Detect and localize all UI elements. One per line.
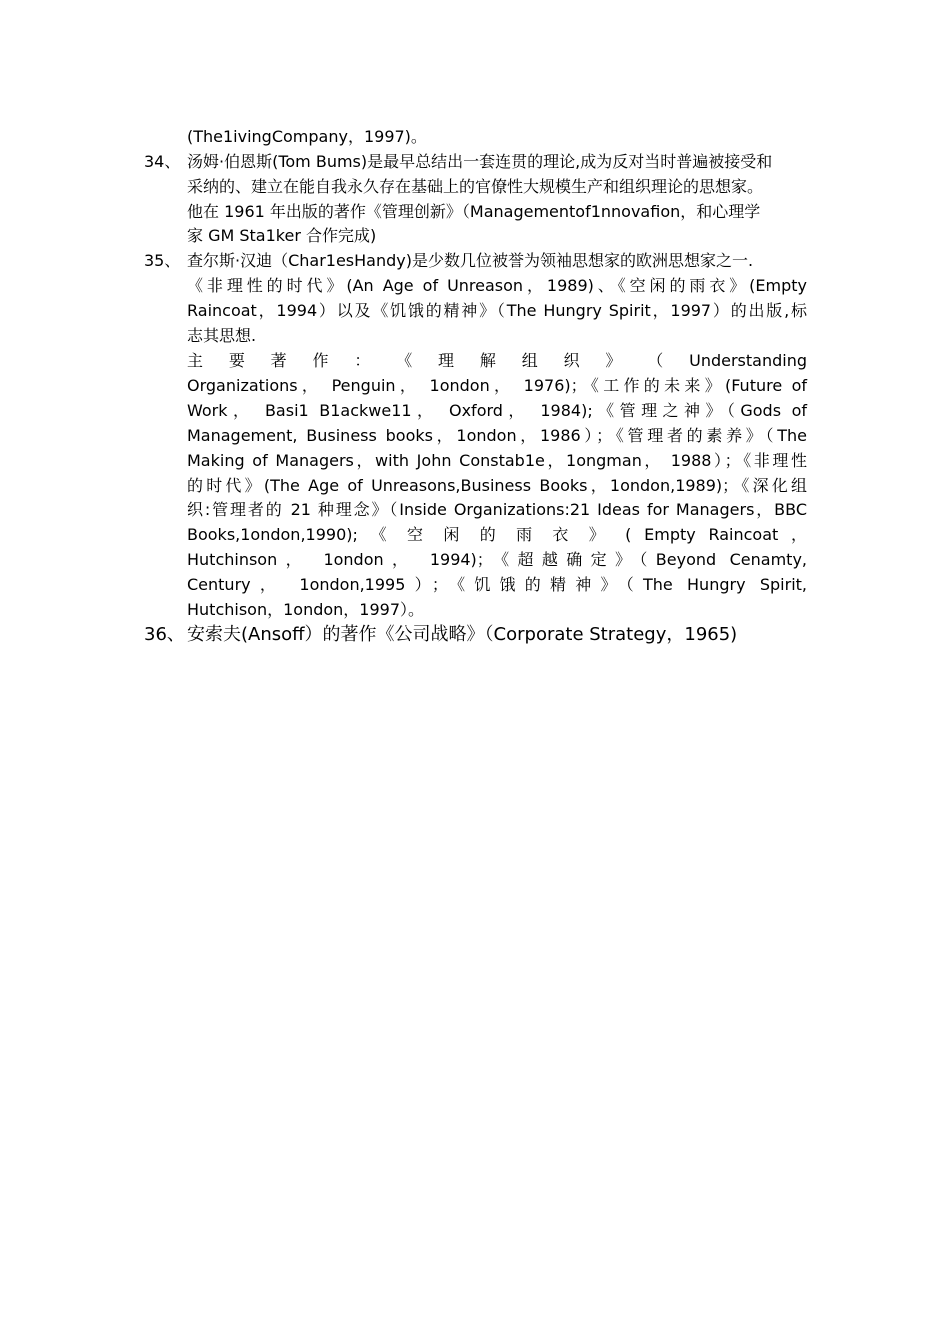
item-35-line: 查尔斯·汉迪（Char1esHandy)是少数几位被誉为领袖思想家的欧洲思想家之一. — [187, 251, 754, 270]
item-number-36: 36、 — [144, 624, 185, 645]
item-35-line: 《非理性的时代》(An Age of Unreason，1989)、《空闲的雨衣》(Empty — [187, 276, 807, 295]
item-35-works-line: 主 要 著 作 ： 《 理 解 组 织 》 （ Understanding — [187, 351, 807, 370]
item-34-line: 家 GM Sta1ker 合作完成) — [187, 226, 377, 245]
item-34-line: 采纳的、建立在能自我永久存在基础上的官僚性大规模生产和组织理论的思想家。 — [187, 177, 764, 196]
item-35-line: Raincoat，1994）以及《饥饿的精神》（The Hungry Spirit，1997）的出版,标 — [187, 301, 807, 320]
item-35-works-line: 的时代》(The Age of Unreasons,Business Books，1ondon,1989)；《深化组 — [187, 476, 807, 495]
item-35-works-line: Work， Basi1 B1ackwe11， Oxford， 1984);《管理之神》（Gods of — [187, 401, 807, 420]
item-34-line: 他在 1961 年出版的著作《管理创新》（Managementof1nnovafion，和心理学 — [187, 202, 761, 221]
item-35-works-line: Hutchison，1ondon，1997）。 — [187, 600, 425, 619]
item-35-works-line: Century， 1ondon,1995）；《饥饿的精神》（The Hungry Spirit, — [187, 575, 807, 594]
item-number-35: 35、 — [144, 251, 181, 270]
item-35-works-line: Organizations， Penguin， 1ondon， 1976)；《工作的未来》(Future of — [187, 376, 807, 395]
item-number-34: 34、 — [144, 152, 181, 171]
item-35-works-line: Making of Managers，with John Constab1e，1ongman， 1988）；《非理性 — [187, 451, 807, 470]
item-34-line: 汤姆·伯恩斯(Tom Bums)是最早总结出一套连贯的理论,成为反对当时普遍被接受和 — [187, 152, 773, 171]
item-35-works-line: Hutchinson， 1ondon， 1994)；《超越确定》（Beyond Cenamty, — [187, 550, 807, 569]
item-36-line: 安索夫(Ansoff）的著作《公司战略》（Corporate Strategy，1965) — [187, 624, 738, 645]
item-35-works-line: 织:管理者的 21 种理念》（Inside Organizations:21 Ideas for Managers，BBC — [187, 500, 807, 519]
item-35-line: 志其思想. — [187, 326, 257, 345]
item-35-works-line: Management, Business books，1ondon，1986）；《管理者的素养》（The — [187, 426, 807, 445]
item-35-works-line: Books,1ondon,1990); 《 空 闲 的 雨 衣 》 ( Empty Raincoat ， — [187, 525, 807, 544]
continuation-line: (The1ivingCompany，1997)。 — [187, 127, 427, 146]
